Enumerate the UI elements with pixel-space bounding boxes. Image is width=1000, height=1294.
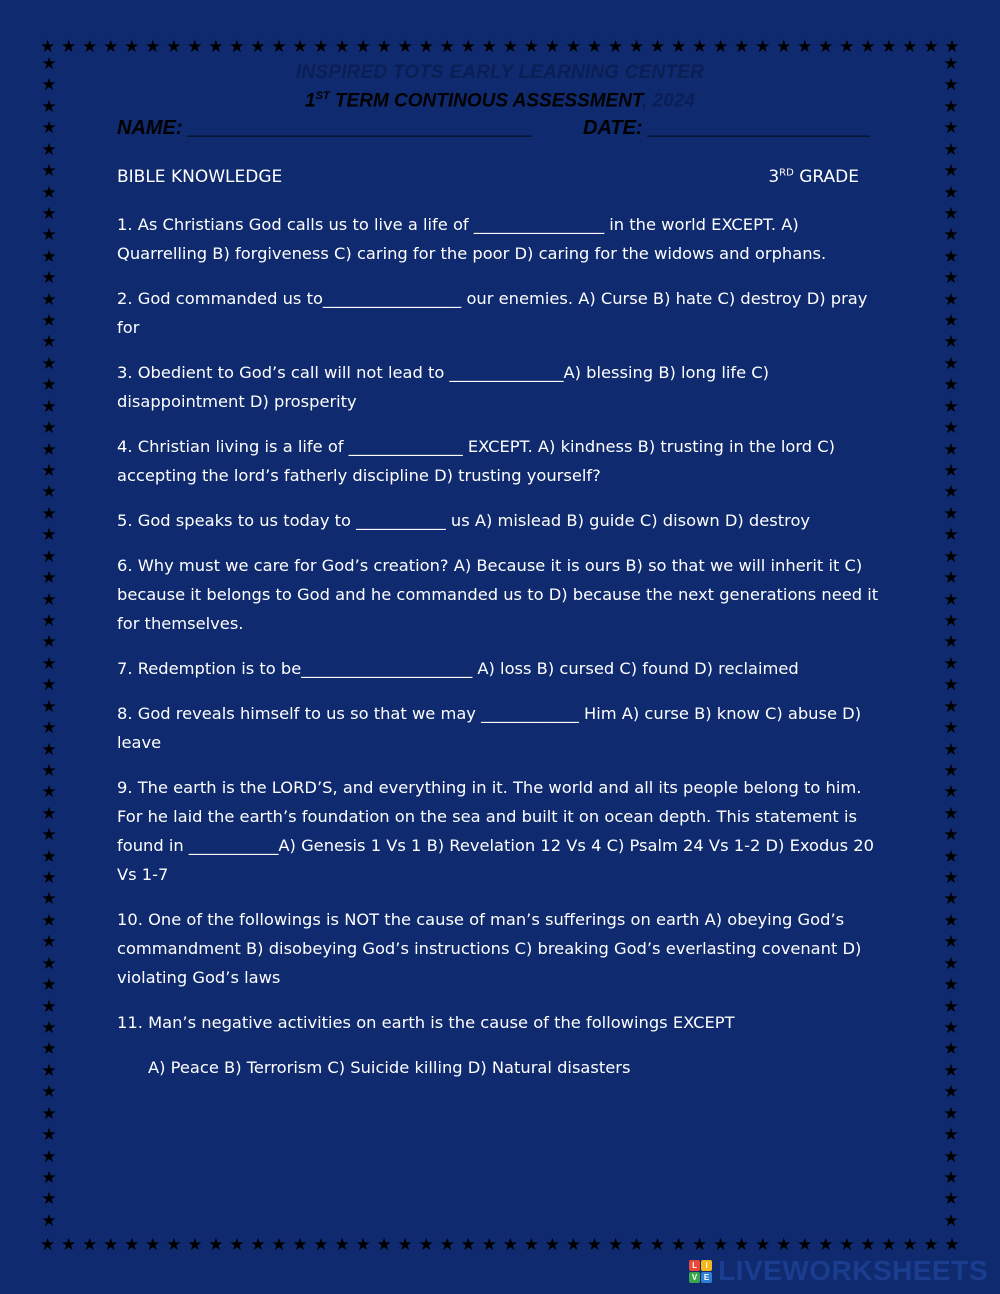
star-icon: ★ bbox=[41, 996, 57, 1017]
star-icon: ★ bbox=[292, 36, 308, 57]
star-icon: ★ bbox=[418, 1234, 434, 1255]
star-icon: ★ bbox=[229, 1234, 245, 1255]
star-icon: ★ bbox=[166, 36, 182, 57]
star-icon: ★ bbox=[41, 675, 57, 696]
star-icon: ★ bbox=[41, 953, 57, 974]
star-icon: ★ bbox=[41, 203, 57, 224]
star-icon: ★ bbox=[943, 910, 959, 931]
star-icon: ★ bbox=[797, 1234, 813, 1255]
school-name: INSPIRED TOTS EARLY LEARNING CENTER bbox=[295, 62, 705, 83]
question-7: 7. Redemption is to be_____________________ A) loss B) cursed C) found D) reclaimed bbox=[117, 659, 799, 678]
star-icon: ★ bbox=[860, 36, 876, 57]
star-icon: ★ bbox=[902, 1234, 918, 1255]
star-icon: ★ bbox=[355, 1234, 371, 1255]
star-icon: ★ bbox=[41, 1082, 57, 1103]
star-icon: ★ bbox=[481, 36, 497, 57]
star-icon: ★ bbox=[41, 289, 57, 310]
star-icon: ★ bbox=[41, 739, 57, 760]
star-icon: ★ bbox=[628, 36, 645, 57]
star-icon: ★ bbox=[41, 589, 57, 610]
logo-letter-v: V bbox=[689, 1272, 700, 1283]
star-icon: ★ bbox=[41, 868, 57, 889]
star-icon: ★ bbox=[41, 1039, 57, 1060]
star-icon: ★ bbox=[376, 36, 392, 57]
star-icon: ★ bbox=[397, 1234, 413, 1255]
question-list bbox=[117, 210, 887, 1082]
star-icon: ★ bbox=[41, 568, 57, 589]
star-icon: ★ bbox=[439, 1234, 455, 1255]
star-icon: ★ bbox=[41, 139, 57, 160]
star-icon: ★ bbox=[502, 36, 518, 57]
star-border-right bbox=[940, 56, 962, 1230]
star-icon: ★ bbox=[734, 1234, 750, 1255]
star-icon: ★ bbox=[41, 1189, 57, 1210]
star-icon: ★ bbox=[41, 803, 57, 824]
star-icon: ★ bbox=[943, 568, 959, 589]
star-icon: ★ bbox=[670, 1234, 687, 1255]
grade-number: 3 bbox=[768, 167, 780, 187]
star-icon: ★ bbox=[943, 525, 959, 546]
star-icon: ★ bbox=[943, 439, 959, 460]
star-icon: ★ bbox=[923, 1234, 939, 1255]
star-icon: ★ bbox=[41, 225, 57, 246]
star-icon: ★ bbox=[943, 803, 959, 824]
term-ordinal: ST bbox=[315, 90, 330, 102]
star-icon: ★ bbox=[943, 418, 959, 439]
question-5: 5. God speaks to us today to ___________ us A) mislead B) guide C) disown D) destroy bbox=[117, 511, 811, 530]
star-icon: ★ bbox=[943, 139, 959, 160]
star-icon: ★ bbox=[460, 1234, 476, 1255]
star-icon: ★ bbox=[124, 1234, 140, 1255]
star-icon: ★ bbox=[943, 503, 959, 524]
star-icon: ★ bbox=[41, 418, 57, 439]
star-icon: ★ bbox=[628, 1234, 645, 1255]
star-icon: ★ bbox=[166, 1234, 182, 1255]
star-icon: ★ bbox=[818, 36, 834, 57]
liveworksheets-watermark bbox=[689, 1256, 988, 1286]
star-icon: ★ bbox=[943, 932, 959, 953]
star-icon: ★ bbox=[713, 36, 729, 57]
star-icon: ★ bbox=[586, 1234, 603, 1255]
name-date-row bbox=[117, 117, 897, 140]
star-icon: ★ bbox=[565, 1234, 582, 1255]
star-icon: ★ bbox=[41, 546, 57, 567]
star-icon: ★ bbox=[481, 1234, 497, 1255]
star-icon: ★ bbox=[943, 225, 959, 246]
star-icon: ★ bbox=[544, 1234, 560, 1255]
star-icon: ★ bbox=[649, 1234, 666, 1255]
star-icon: ★ bbox=[334, 1234, 350, 1255]
star-icon: ★ bbox=[902, 36, 918, 57]
star-icon: ★ bbox=[439, 36, 455, 57]
star-icon: ★ bbox=[61, 1234, 77, 1255]
star-icon: ★ bbox=[943, 75, 959, 96]
logo-letter-i: I bbox=[701, 1260, 712, 1271]
star-icon: ★ bbox=[41, 75, 57, 96]
star-icon: ★ bbox=[313, 1234, 329, 1255]
star-icon: ★ bbox=[40, 1234, 56, 1255]
star-icon: ★ bbox=[943, 96, 959, 117]
star-icon: ★ bbox=[943, 54, 959, 74]
star-icon: ★ bbox=[41, 1060, 57, 1081]
question-11: 11. Man’s negative activities on earth is the cause of the followings EXCEPT bbox=[117, 1013, 735, 1032]
star-icon: ★ bbox=[943, 653, 959, 674]
star-icon: ★ bbox=[397, 36, 413, 57]
star-icon: ★ bbox=[271, 1234, 287, 1255]
star-icon: ★ bbox=[713, 1234, 729, 1255]
star-icon: ★ bbox=[943, 996, 959, 1017]
star-icon: ★ bbox=[943, 975, 959, 996]
star-icon: ★ bbox=[943, 696, 959, 717]
star-icon: ★ bbox=[943, 461, 959, 482]
star-icon: ★ bbox=[691, 36, 708, 57]
star-icon: ★ bbox=[943, 246, 959, 267]
star-icon: ★ bbox=[103, 36, 119, 57]
star-icon: ★ bbox=[943, 1167, 959, 1188]
star-icon: ★ bbox=[776, 36, 792, 57]
star-icon: ★ bbox=[502, 1234, 518, 1255]
star-icon: ★ bbox=[691, 1234, 708, 1255]
star-border-bottom bbox=[40, 1234, 960, 1256]
star-icon: ★ bbox=[41, 718, 57, 739]
grade-text: GRADE bbox=[793, 167, 859, 187]
star-icon: ★ bbox=[41, 332, 57, 353]
star-icon: ★ bbox=[41, 246, 57, 267]
star-icon: ★ bbox=[755, 36, 771, 57]
star-icon: ★ bbox=[41, 932, 57, 953]
star-icon: ★ bbox=[943, 1103, 959, 1124]
question-2: 2. God commanded us to_________________ our enemies. A) Curse B) hate C) destroy D) pray for bbox=[117, 289, 868, 337]
star-icon: ★ bbox=[61, 36, 77, 57]
star-icon: ★ bbox=[755, 1234, 771, 1255]
star-icon: ★ bbox=[797, 36, 813, 57]
star-icon: ★ bbox=[943, 675, 959, 696]
logo-letter-l: L bbox=[689, 1260, 700, 1271]
star-icon: ★ bbox=[544, 36, 560, 57]
assessment-title bbox=[0, 90, 1000, 112]
star-icon: ★ bbox=[208, 1234, 224, 1255]
star-icon: ★ bbox=[943, 182, 959, 203]
star-icon: ★ bbox=[41, 782, 57, 803]
question-1: 1. As Christians God calls us to live a life of ________________ in the world EXCEPT. A) Quarrelling B) forgiveness C) caring for the poor D) caring for the widows and orphans. bbox=[117, 215, 827, 263]
name-field[interactable]: NAME: _______________________________ bbox=[117, 117, 533, 139]
star-icon: ★ bbox=[124, 36, 140, 57]
star-icon: ★ bbox=[943, 1146, 959, 1167]
star-icon: ★ bbox=[943, 482, 959, 503]
star-icon: ★ bbox=[292, 1234, 308, 1255]
star-icon: ★ bbox=[943, 353, 959, 374]
star-icon: ★ bbox=[943, 1210, 959, 1231]
star-icon: ★ bbox=[586, 36, 603, 57]
star-icon: ★ bbox=[41, 525, 57, 546]
star-icon: ★ bbox=[41, 161, 57, 182]
star-border-top bbox=[40, 36, 960, 58]
star-icon: ★ bbox=[41, 461, 57, 482]
star-icon: ★ bbox=[943, 782, 959, 803]
star-border-left bbox=[38, 56, 60, 1230]
grade-label bbox=[768, 167, 859, 187]
star-icon: ★ bbox=[376, 1234, 392, 1255]
star-icon: ★ bbox=[943, 118, 959, 139]
star-icon: ★ bbox=[250, 36, 266, 57]
star-icon: ★ bbox=[41, 311, 57, 332]
star-icon: ★ bbox=[943, 632, 959, 653]
subject-name: BIBLE KNOWLEDGE bbox=[117, 167, 283, 187]
star-icon: ★ bbox=[839, 36, 855, 57]
question-9: 9. The earth is the LORD’S, and everything in it. The world and all its people belong to him. For he laid the earth’s foundation on the sea and built it on ocean depth. This statement is found in ___________A) Genesis 1 Vs 1 B) Revelation 12 Vs 4 C) Psalm 24 Vs 1-2 D) Exodus 20 Vs 1-7 bbox=[117, 778, 874, 884]
star-icon: ★ bbox=[41, 1167, 57, 1188]
star-icon: ★ bbox=[943, 1125, 959, 1146]
star-icon: ★ bbox=[40, 36, 56, 57]
star-icon: ★ bbox=[943, 1017, 959, 1038]
star-icon: ★ bbox=[187, 1234, 203, 1255]
star-icon: ★ bbox=[943, 289, 959, 310]
liveworksheets-logo-icon bbox=[689, 1260, 712, 1283]
star-icon: ★ bbox=[41, 503, 57, 524]
star-icon: ★ bbox=[943, 739, 959, 760]
star-icon: ★ bbox=[776, 1234, 792, 1255]
star-icon: ★ bbox=[943, 718, 959, 739]
star-icon: ★ bbox=[943, 589, 959, 610]
star-icon: ★ bbox=[818, 1234, 834, 1255]
star-icon: ★ bbox=[208, 36, 224, 57]
star-icon: ★ bbox=[943, 1082, 959, 1103]
star-icon: ★ bbox=[881, 36, 897, 57]
star-icon: ★ bbox=[41, 889, 57, 910]
star-icon: ★ bbox=[41, 482, 57, 503]
star-icon: ★ bbox=[313, 36, 329, 57]
star-icon: ★ bbox=[734, 36, 750, 57]
term-year: , 2024 bbox=[642, 90, 695, 112]
star-icon: ★ bbox=[943, 889, 959, 910]
star-icon: ★ bbox=[41, 760, 57, 781]
star-icon: ★ bbox=[943, 868, 959, 889]
star-icon: ★ bbox=[460, 36, 476, 57]
star-icon: ★ bbox=[271, 36, 287, 57]
star-icon: ★ bbox=[41, 54, 57, 74]
term-text: TERM CONTINOUS ASSESSMENT bbox=[329, 90, 643, 112]
star-icon: ★ bbox=[250, 1234, 266, 1255]
star-icon: ★ bbox=[41, 975, 57, 996]
star-icon: ★ bbox=[41, 696, 57, 717]
star-icon: ★ bbox=[41, 1125, 57, 1146]
star-icon: ★ bbox=[41, 439, 57, 460]
question-8: 8. God reveals himself to us so that we may ____________ Him A) curse B) know C) abuse D) leave bbox=[117, 704, 862, 752]
star-icon: ★ bbox=[943, 375, 959, 396]
question-3: 3. Obedient to God’s call will not lead to ______________A) blessing B) long life C) disappointment D) prosperity bbox=[117, 363, 770, 411]
star-icon: ★ bbox=[418, 36, 434, 57]
star-icon: ★ bbox=[943, 825, 959, 846]
star-icon: ★ bbox=[334, 36, 350, 57]
star-icon: ★ bbox=[943, 161, 959, 182]
star-icon: ★ bbox=[41, 182, 57, 203]
star-icon: ★ bbox=[41, 610, 57, 631]
star-icon: ★ bbox=[943, 396, 959, 417]
star-icon: ★ bbox=[607, 36, 624, 57]
star-icon: ★ bbox=[943, 760, 959, 781]
grade-ordinal: RD bbox=[779, 167, 794, 179]
star-icon: ★ bbox=[523, 1234, 539, 1255]
star-icon: ★ bbox=[860, 1234, 876, 1255]
question-6: 6. Why must we care for God’s creation? A) Because it is ours B) so that we will inherit it C) because it belongs to God and he commanded us to D) because the next generations need it for themselves. bbox=[117, 556, 879, 633]
watermark-text: LIVEWORKSHEETS bbox=[718, 1255, 988, 1286]
star-icon: ★ bbox=[41, 1017, 57, 1038]
star-icon: ★ bbox=[355, 36, 371, 57]
question-4: 4. Christian living is a life of ______________ EXCEPT. A) kindness B) trusting in the lord C) accepting the lord’s fatherly discipline D) trusting yourself? bbox=[117, 437, 836, 485]
star-icon: ★ bbox=[103, 1234, 119, 1255]
logo-letter-e: E bbox=[701, 1272, 712, 1283]
star-icon: ★ bbox=[229, 36, 245, 57]
star-icon: ★ bbox=[41, 653, 57, 674]
star-icon: ★ bbox=[41, 910, 57, 931]
star-icon: ★ bbox=[923, 36, 939, 57]
star-icon: ★ bbox=[187, 36, 203, 57]
star-icon: ★ bbox=[145, 36, 161, 57]
subject-row bbox=[117, 167, 859, 187]
star-icon: ★ bbox=[670, 36, 687, 57]
star-icon: ★ bbox=[41, 375, 57, 396]
star-icon: ★ bbox=[565, 36, 582, 57]
star-icon: ★ bbox=[41, 353, 57, 374]
star-icon: ★ bbox=[41, 1103, 57, 1124]
star-icon: ★ bbox=[944, 36, 960, 57]
star-icon: ★ bbox=[41, 96, 57, 117]
star-icon: ★ bbox=[943, 332, 959, 353]
question-11-options: A) Peace B) Terrorism C) Suicide killing D) Natural disasters bbox=[148, 1058, 631, 1077]
star-icon: ★ bbox=[943, 546, 959, 567]
star-icon: ★ bbox=[82, 36, 98, 57]
star-icon: ★ bbox=[881, 1234, 897, 1255]
star-icon: ★ bbox=[41, 268, 57, 289]
star-icon: ★ bbox=[943, 311, 959, 332]
star-icon: ★ bbox=[943, 953, 959, 974]
star-icon: ★ bbox=[41, 1146, 57, 1167]
star-icon: ★ bbox=[944, 1234, 960, 1255]
star-icon: ★ bbox=[943, 846, 959, 867]
star-icon: ★ bbox=[943, 1039, 959, 1060]
star-icon: ★ bbox=[943, 268, 959, 289]
star-icon: ★ bbox=[41, 846, 57, 867]
star-icon: ★ bbox=[607, 1234, 624, 1255]
star-icon: ★ bbox=[82, 1234, 98, 1255]
term-number: 1 bbox=[305, 90, 316, 112]
star-icon: ★ bbox=[145, 1234, 161, 1255]
star-icon: ★ bbox=[41, 1210, 57, 1231]
star-icon: ★ bbox=[649, 36, 666, 57]
star-icon: ★ bbox=[943, 203, 959, 224]
star-icon: ★ bbox=[943, 1060, 959, 1081]
star-icon: ★ bbox=[943, 610, 959, 631]
star-icon: ★ bbox=[943, 1189, 959, 1210]
star-icon: ★ bbox=[41, 396, 57, 417]
date-field[interactable]: DATE: ____________________ bbox=[583, 117, 871, 139]
star-icon: ★ bbox=[41, 632, 57, 653]
star-icon: ★ bbox=[41, 825, 57, 846]
question-10: 10. One of the followings is NOT the cause of man’s sufferings on earth A) obeying God’s commandment B) disobeying God’s instructions C) breaking God’s everlasting covenant D) violating God’s laws bbox=[117, 910, 862, 987]
star-icon: ★ bbox=[839, 1234, 855, 1255]
star-icon: ★ bbox=[41, 118, 57, 139]
star-icon: ★ bbox=[523, 36, 539, 57]
